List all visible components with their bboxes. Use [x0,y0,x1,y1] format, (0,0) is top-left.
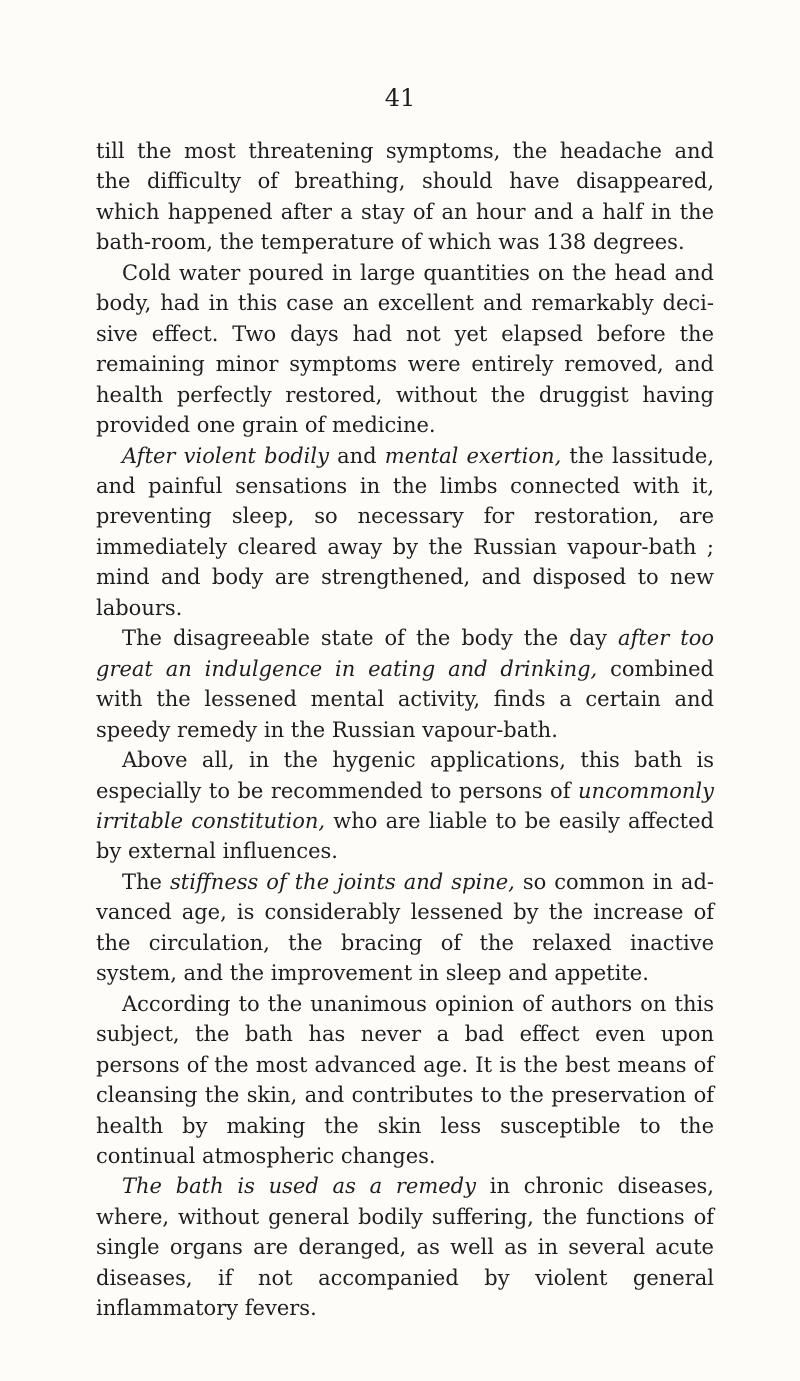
text-run: The disagreeable state of the body the day [122,626,619,651]
paragraph [96,1171,714,1323]
text-run: in chronic diseases, where, without general bodily suffering, the functions of single organs are deranged, as well as in several acute diseases, if not accompanied by violent general inflammatory fevers. [96,1174,714,1321]
text-run: combined with the lessened mental activity, finds a certain and speedy remedy in the Russian vapour-bath. [96,656,714,742]
paragraph [96,745,714,867]
italic-text-run: after too great an indulgence in eating and drinking, [96,626,714,681]
italic-text-run: After violent bodily [122,443,329,468]
paragraph [96,441,714,624]
text-run: who are liable to be easily affected by external influences. [96,808,714,864]
italic-text-run: mental exertion, [384,443,562,468]
text-run: According to the unanimous opinion of authors on this subject, the bath has never a bad effect even upon persons of the most advanced age. It is the best means of cleansing the skin, and contributes to the preservation of health by making the skin less susceptible to the continual atmospheric changes. [96,991,714,1168]
paragraph [96,623,714,745]
paragraph [96,989,714,1172]
paragraph [96,136,714,258]
paragraph [96,258,714,441]
text-run: so common in advanced age, is considerably lessened by the increase of the circulation, the bracing of the relaxed inactive system, and the improvement in sleep and appetite. [96,869,714,986]
italic-text-run: stiffness of the joints and spine, [169,869,515,894]
italic-text-run: uncommonly irritable constitution, [96,778,714,833]
italic-text-run: The bath is used as a remedy [122,1174,476,1199]
text-run: the lassitude, and painful sensations in the limbs connected with it, preventing sleep, so necessary for restoration, are immediately cleared away by the Russian vapour-bath ; mind and body are strengthened, and disposed to new labours. [96,443,714,620]
paragraph [96,867,714,989]
text-run: and [328,443,385,468]
text-run: till the most threatening symptoms, the headache and the difficulty of breathing, should have disappeared, which happened after a stay of an hour and a half in the bath-room, the temperature of which was 138 degrees. [96,139,714,255]
text-run: The [122,869,170,894]
body-text [96,136,714,1324]
text-run: Above all, in the hygenic applications, this bath is especially to be recommended to persons of [96,748,714,803]
page-number: 41 [384,84,416,112]
text-run: Cold water poured in large quantities on the head and body, had in this case an excellent and remarkably decisive effect. Two days had not yet elapsed before the remaining minor symptoms were entirely removed, and health perfectly restored, without the druggist having provided one grain of medicine. [96,260,714,438]
